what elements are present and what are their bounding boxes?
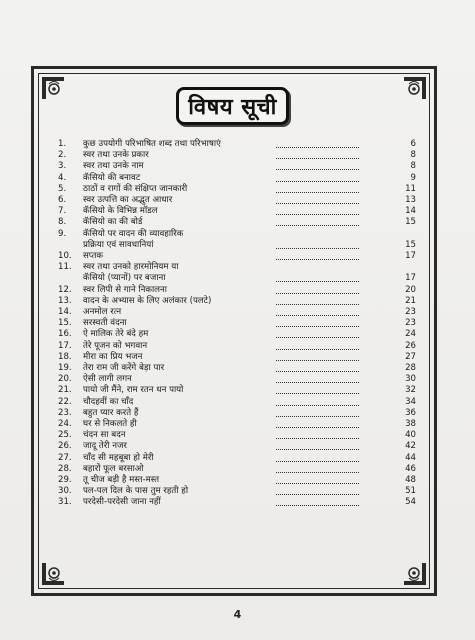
- dot-leader: [276, 317, 359, 327]
- toc-entry: [0, 306, 475, 318]
- toc-entry: [0, 183, 475, 195]
- entry-number: 28.: [58, 463, 72, 474]
- dot-leader: [276, 407, 359, 417]
- entry-title: कॅसियो (प्यानों) पर बजाना: [83, 273, 166, 284]
- dot-leader: [276, 362, 359, 372]
- toc-entry: [0, 138, 475, 150]
- dot-leader: [276, 216, 359, 226]
- entry-number: 5.: [58, 183, 67, 194]
- entry-title: बहारों फूल बरसाओ: [83, 463, 144, 474]
- entry-page-number: 15: [405, 239, 416, 250]
- entry-title: चंदन सा बदन: [83, 430, 126, 441]
- toc-entry: [0, 496, 475, 508]
- entry-title: कुछ उपयोगी परिभाषित शब्द तथा परिभाषाएं: [83, 139, 221, 149]
- entry-number: 4.: [58, 172, 67, 183]
- entry-title: ठाठों व रागों की संक्षिप्त जानकारी: [83, 183, 188, 194]
- toc-entry: [0, 407, 475, 419]
- entry-page-number: 42: [405, 441, 416, 452]
- entry-number: 19.: [58, 363, 72, 373]
- toc-entry: [0, 485, 475, 497]
- entry-page-number: 6: [410, 139, 416, 149]
- entry-number: 31.: [58, 497, 72, 508]
- entry-number: 12.: [58, 284, 72, 295]
- entry-title: अनमोल रत्न: [83, 307, 122, 317]
- dot-leader: [276, 284, 359, 294]
- toc-entry: [0, 418, 475, 430]
- dot-leader: [276, 452, 359, 462]
- dot-leader: [276, 463, 359, 473]
- entry-title: कॅसियो के विभिन्न मॉडल: [83, 206, 158, 217]
- entry-title: जादू तेरी नजर: [83, 441, 127, 452]
- dot-leader: [276, 384, 359, 394]
- entry-page-number: 46: [405, 463, 416, 474]
- toc-entry: [0, 328, 475, 340]
- dot-leader: [276, 138, 359, 148]
- entry-page-number: 17: [405, 273, 416, 284]
- entry-page-number: 21: [405, 295, 416, 306]
- toc-entry: [0, 340, 475, 352]
- entry-title: स्वर तथा उनके प्रकार: [83, 150, 149, 161]
- entry-title: कॅसियो की बनावट: [83, 172, 141, 183]
- entry-title: ऐसी लागी लगन: [83, 374, 132, 385]
- entry-title: पल-पल दिल के पास तुम रहती हो: [83, 486, 189, 497]
- dot-leader: [276, 351, 359, 361]
- dot-leader: [276, 295, 359, 305]
- toc-entry: [0, 317, 475, 329]
- entry-number: 10.: [58, 251, 72, 261]
- toc-entry: [0, 295, 475, 307]
- toc-entry: [0, 160, 475, 172]
- entry-number: 15.: [58, 318, 72, 329]
- toc-entry: [0, 362, 475, 374]
- entry-number: 9.: [58, 228, 67, 239]
- entry-title: स्वर तथा उनको हारमोनियम या: [83, 262, 179, 273]
- entry-page-number: 54: [405, 497, 416, 508]
- entry-title: स्वर उत्पत्ति का अद्भुत आधार: [83, 195, 173, 205]
- dot-leader: [276, 239, 359, 249]
- entry-page-number: 23: [405, 307, 416, 317]
- entry-number: 3.: [58, 161, 67, 172]
- dot-leader: [276, 340, 359, 350]
- toc-entry: [0, 463, 475, 475]
- toc-entry: [0, 239, 475, 251]
- entry-title: तेरा राम जी करेंगे बेड़ा पार: [83, 363, 165, 373]
- dot-leader: [276, 149, 359, 159]
- entry-page-number: 8: [410, 161, 416, 172]
- entry-number: 2.: [58, 150, 67, 161]
- toc-entry: [0, 396, 475, 408]
- entry-page-number: 17: [405, 251, 416, 261]
- entry-title: पायो जी मैंने, राम रतन धन पायो: [83, 385, 184, 396]
- entry-page-number: 27: [405, 351, 416, 362]
- entry-title: चौदहवीं का चाँद: [83, 396, 134, 407]
- entry-number: 1.: [58, 139, 67, 149]
- entry-title: सप्तक: [83, 251, 103, 261]
- toc-entry: [0, 429, 475, 441]
- entry-page-number: 30: [405, 374, 416, 385]
- dot-leader: [276, 194, 359, 204]
- entry-page-number: 32: [405, 385, 416, 396]
- entry-page-number: 26: [405, 340, 416, 351]
- entry-title: चाँद सी महबूबा हो मेरी: [83, 452, 154, 463]
- dot-leader: [276, 496, 359, 506]
- entry-page-number: 34: [405, 396, 416, 407]
- dot-leader: [276, 272, 359, 282]
- toc-entry: [0, 172, 475, 184]
- entry-page-number: 51: [405, 486, 416, 497]
- entry-page-number: 23: [405, 318, 416, 329]
- entry-number: 24.: [58, 419, 72, 429]
- toc-entry: [0, 452, 475, 464]
- page-number: 4: [233, 608, 242, 621]
- entry-number: 23.: [58, 407, 72, 418]
- toc-entry: [0, 205, 475, 217]
- entry-page-number: 9: [410, 172, 416, 183]
- entry-title: मीरा का प्रिय भजन: [83, 351, 143, 362]
- entry-number: 11.: [58, 262, 72, 273]
- dot-leader: [276, 485, 359, 495]
- entry-number: 17.: [58, 340, 72, 351]
- entry-number: 30.: [58, 486, 72, 497]
- entry-number: 7.: [58, 206, 67, 217]
- entry-title: प्रक्रिया एवं सावधानियां: [83, 239, 154, 250]
- entry-title: बहुत प्यार करते हैं: [83, 407, 139, 418]
- entry-title: परदेसी-परदेसी जाना नहीं: [83, 497, 161, 508]
- entry-page-number: 8: [410, 150, 416, 161]
- dot-leader: [276, 160, 359, 170]
- entry-title: सरस्वती वंदना: [83, 318, 127, 329]
- toc-entry: [0, 284, 475, 296]
- entry-page-number: 28: [405, 363, 416, 373]
- entry-number: 21.: [58, 385, 72, 396]
- dot-leader: [276, 172, 359, 182]
- entry-number: 16.: [58, 329, 72, 340]
- entry-title: वादन के अभ्यास के लिए अलंकार (पलटे): [83, 295, 212, 306]
- entry-page-number: 11: [405, 183, 416, 194]
- dot-leader: [276, 250, 359, 260]
- toc-entry: [0, 384, 475, 396]
- entry-page-number: 44: [405, 452, 416, 463]
- entry-page-number: 24: [405, 329, 416, 340]
- toc-entry: [0, 194, 475, 206]
- entry-page-number: 13: [405, 195, 416, 205]
- entry-page-number: 40: [405, 430, 416, 441]
- entry-title: घर से निकलते ही: [83, 419, 137, 429]
- toc-entry: [0, 351, 475, 363]
- entry-number: 29.: [58, 475, 72, 485]
- entry-page-number: 36: [405, 407, 416, 418]
- toc-entry: [0, 261, 475, 273]
- dot-leader: [276, 328, 359, 338]
- entry-page-number: 38: [405, 419, 416, 429]
- entry-number: 25.: [58, 430, 72, 441]
- dot-leader: [276, 306, 359, 316]
- toc-entry: [0, 440, 475, 452]
- dot-leader: [276, 183, 359, 193]
- dot-leader: [276, 205, 359, 215]
- entry-title: कॅसियो पर वादन की व्यावहारिक: [83, 228, 184, 239]
- entry-page-number: 20: [405, 284, 416, 295]
- entry-number: 20.: [58, 374, 72, 385]
- entry-title: कॅसियो का की बोर्ड: [83, 217, 143, 228]
- entry-page-number: 48: [405, 475, 416, 485]
- toc-entry: [0, 216, 475, 228]
- entry-page-number: 15: [405, 217, 416, 228]
- entry-title: तेरे पूजन को भगवान: [83, 340, 148, 351]
- toc-entry: [0, 373, 475, 385]
- toc-entry: [0, 250, 475, 262]
- toc-entry: [0, 474, 475, 486]
- entry-page-number: 14: [405, 206, 416, 217]
- toc-entry: [0, 228, 475, 240]
- entry-number: 8.: [58, 217, 67, 228]
- dot-leader: [276, 418, 359, 428]
- entry-number: 13.: [58, 295, 72, 306]
- entry-number: 14.: [58, 307, 72, 317]
- entry-title: ऐ मालिक तेरे बंदे हम: [83, 329, 149, 340]
- dot-leader: [276, 440, 359, 450]
- entry-title: स्वर लिपी से गाने निकालना: [83, 284, 168, 295]
- toc-entry: [0, 272, 475, 284]
- entry-number: 22.: [58, 396, 72, 407]
- dot-leader: [276, 373, 359, 383]
- toc-entry: [0, 149, 475, 161]
- dot-leader: [276, 474, 359, 484]
- page-title: विषय सूची: [188, 95, 277, 120]
- entry-number: 26.: [58, 441, 72, 452]
- dot-leader: [276, 429, 359, 439]
- entry-number: 27.: [58, 452, 72, 463]
- dot-leader: [276, 396, 359, 406]
- entry-title: तू चीज बड़ी है मस्त-मस्त: [83, 475, 160, 485]
- entry-title: स्वर तथा उनके नाम: [83, 161, 144, 172]
- entry-number: 6.: [58, 195, 67, 205]
- entry-number: 18.: [58, 351, 72, 362]
